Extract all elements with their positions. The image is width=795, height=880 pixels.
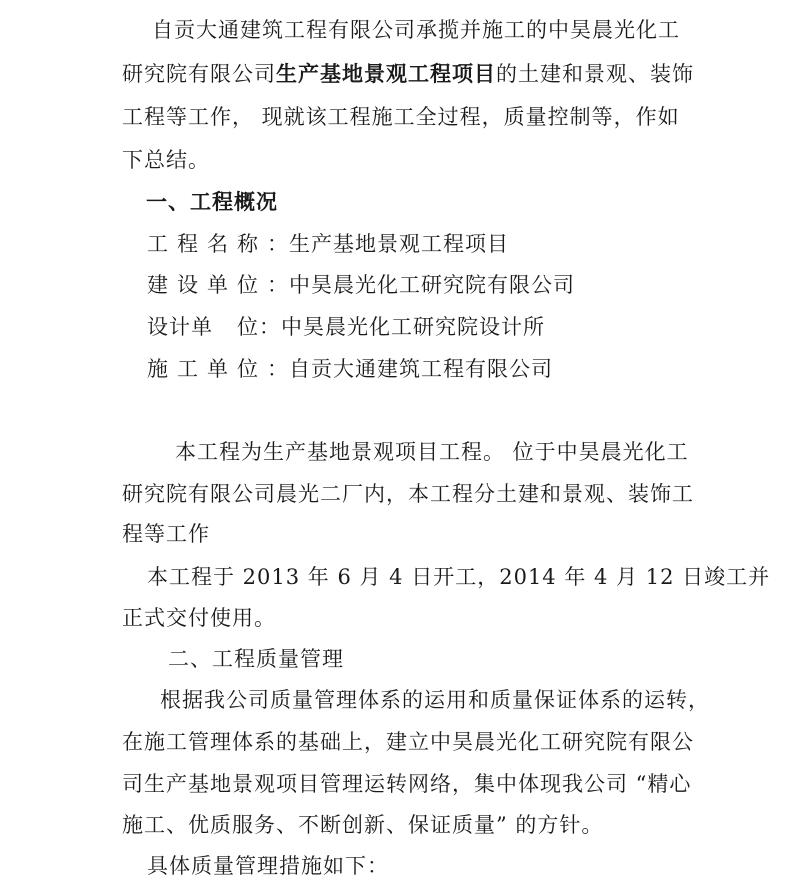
description-line-1: 本工程为生产基地景观项目工程。 位于中昊晨光化工	[175, 440, 689, 464]
intro-line-4: 下总结。	[122, 148, 210, 172]
info-row-contractor	[147, 355, 553, 383]
info-label-contractor: 施工单位	[147, 357, 267, 381]
description-line-3: 程等工作	[122, 522, 210, 546]
schedule-line-2: 正式交付使用。	[122, 606, 276, 630]
info-label-owner: 建设单位	[147, 273, 267, 297]
quality-line-2: 在施工管理体系的基础上，建立中昊晨光化工研究院有限公	[122, 730, 694, 754]
project-name-bold: 生产基地景观工程项目	[276, 61, 496, 86]
info-row-designer	[147, 313, 545, 341]
info-value-designer: ：中昊晨光化工研究院设计所	[259, 315, 545, 339]
quality-line-4: 施工、优质服务、不断创新、保证质量” 的方针。	[122, 813, 604, 837]
quality-measures-intro: 具体质量管理措施如下：	[147, 854, 389, 878]
intro-line-2-end: 的土建和景观、装饰	[496, 62, 694, 86]
intro-line-1: 自贡大通建筑工程有限公司承揽并施工的中昊晨光化工	[152, 18, 680, 42]
section-1-heading: 一、工程概况	[146, 189, 278, 214]
info-row-owner	[147, 271, 575, 299]
info-value-contractor: ：自贡大通建筑工程有限公司	[267, 357, 553, 381]
quality-line-1: 根据我公司质量管理体系的运用和质量保证体系的运转，	[160, 688, 710, 712]
info-value-owner: ：中昊晨光化工研究院有限公司	[267, 273, 575, 297]
schedule-line-1: 本工程于 2013 年 6 月 4 日开工，2014 年 4 月 12 日竣工并	[147, 565, 771, 589]
intro-line-3: 工程等工作， 现就该工程施工全过程，质量控制等，作如	[122, 105, 680, 129]
intro-line-2	[122, 60, 694, 88]
description-line-2: 研究院有限公司晨光二厂内，本工程分土建和景观、装饰工	[122, 482, 694, 506]
info-label-project-name: 工程名称	[147, 232, 267, 256]
info-value-project-name: ：生产基地景观工程项目	[267, 232, 509, 256]
quality-line-3: 司生产基地景观项目管理运转网络，集中体现我公司 “精心	[122, 772, 692, 796]
info-label-designer	[147, 313, 259, 341]
intro-line-2-start: 研究院有限公司	[122, 62, 276, 86]
info-label-designer-b: 位	[237, 315, 259, 339]
info-label-designer-a: 设计单	[147, 315, 213, 339]
info-row-project-name	[147, 230, 509, 258]
section-2-heading: 二、工程质量管理	[168, 647, 344, 671]
